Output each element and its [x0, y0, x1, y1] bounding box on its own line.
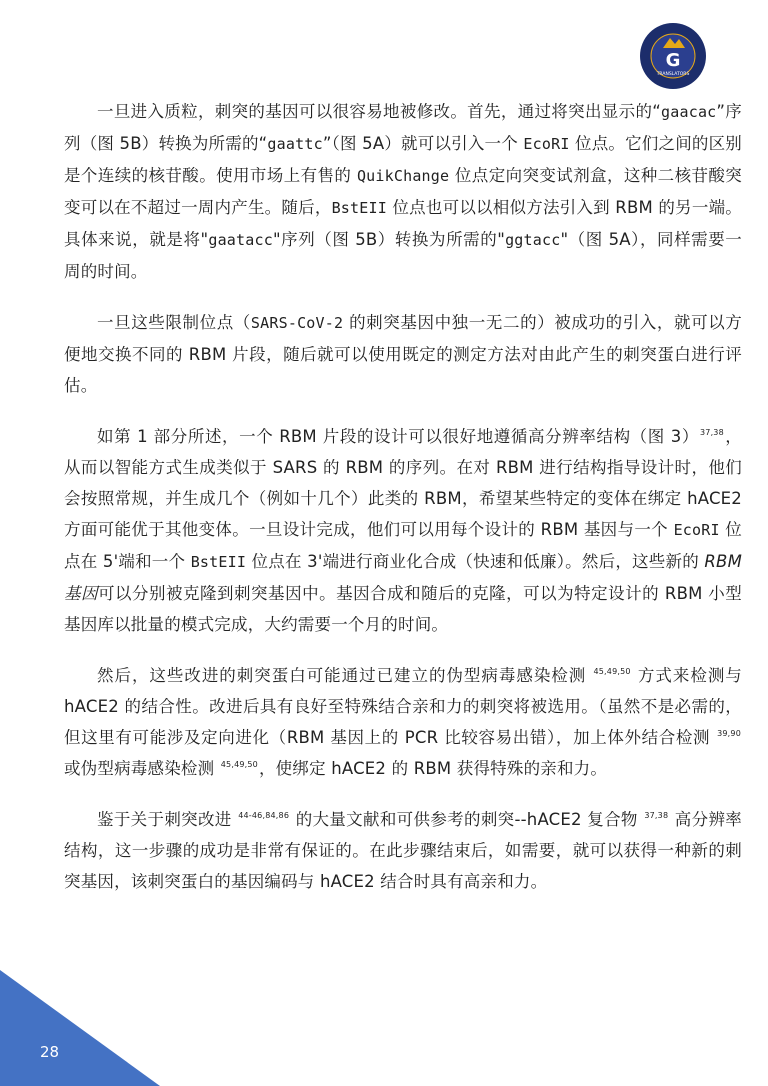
- text-segment: 位点。它们之间的区别是个连续的核苷酸。使用市场上有售的: [64, 134, 742, 185]
- code-term: SARS-CoV-2: [250, 314, 344, 332]
- code-term: BstEII: [190, 553, 247, 571]
- code-term: ggtacc: [505, 231, 561, 249]
- paragraph: [64, 804, 742, 897]
- text-segment: ，使绑定 hACE2 的 RBM 获得特殊的亲和力。: [258, 759, 608, 778]
- text-segment: ”（图 5A）就可以引入一个: [322, 134, 524, 153]
- translators-logo: [639, 22, 707, 90]
- text-segment: 位点在 3'端进行商业化合成（快速和低廉）。然后，这些新的: [246, 552, 705, 571]
- citation-superscript: 45,49,50: [220, 760, 258, 769]
- text-segment: ”序列（图 5B）转换为所需的“: [64, 102, 742, 153]
- text-segment: 位点定向突变试剂盒，这种二核苷酸突变可以在不超过一周内产生。随后，: [64, 166, 742, 217]
- citation-superscript: 44-46,84,86: [238, 811, 290, 820]
- text-segment: 鉴于关于刺突改进: [97, 810, 238, 829]
- text-segment: "（图 5A），同样需要一周的时间。: [64, 230, 742, 281]
- code-term: EcoRI: [523, 135, 570, 153]
- code-term: QuikChange: [356, 167, 450, 185]
- text-segment: 可以分别被克隆到刺突基因中。基因合成和随后的克隆，可以为特定设计的 RBM 小型基因库以批量的模式完成，大约需要一个月的时间。: [64, 584, 742, 634]
- document-body: [64, 96, 742, 917]
- text-segment: 的刺突基因中独一无二的）被成功的引入，就可以方便地交换不同的 RBM 片段，随后就可以使用既定的测定方法对由此产生的刺突蛋白进行评估。: [64, 313, 742, 395]
- text-segment: 的大量文献和可供参考的刺突--hACE2 复合物: [290, 810, 644, 829]
- corner-triangle-decoration: [0, 970, 160, 1086]
- paragraph: [64, 307, 742, 401]
- code-term: EcoRI: [673, 521, 720, 539]
- code-term: gaacac: [661, 103, 717, 121]
- code-term: BstEII: [331, 199, 387, 217]
- text-segment: 方式来检测与 hACE2 的结合性。改进后具有良好至特殊结合亲和力的刺突将被选用。（虽然不是必需的，但这里有可能涉及定向进化（RBM 基因上的 PCR 比较容易出错），加上体外结合检测: [64, 666, 742, 747]
- citation-superscript: 39,90: [717, 729, 741, 738]
- text-segment: 然后，这些改进的刺突蛋白可能通过已建立的伪型病毒感染检测: [97, 666, 593, 685]
- text-segment: 高分辨率结构，这一步骤的成功是非常有保证的。在此步骤结束后，如需要，就可以获得一种新的刺突基因，该刺突蛋白的基因编码与 hACE2 结合时具有高亲和力。: [64, 810, 742, 891]
- text-segment: 位点在 5'端和一个: [64, 520, 742, 571]
- italic-term: RBM 基因: [64, 552, 743, 603]
- paragraph: [64, 96, 742, 287]
- code-term: gaatacc: [208, 231, 273, 249]
- text-segment: 如第 1 部分所述，一个 RBM 片段的设计可以很好地遵循高分辨率结构（图 3）: [97, 427, 699, 446]
- citation-superscript: 37,38: [644, 811, 669, 820]
- citation-superscript: 37,38: [699, 428, 724, 437]
- text-segment: 位点也可以以相似方法引入到 RBM 的另一端。具体来说，就是将": [64, 198, 742, 249]
- text-segment: 一旦进入质粒，刺突的基因可以很容易地被修改。首先，通过将突出显示的“: [97, 102, 662, 121]
- logo-letter: G: [665, 50, 681, 71]
- page-number: 28: [40, 1043, 60, 1061]
- code-term: gaattc: [267, 135, 323, 153]
- text-segment: 或伪型病毒感染检测: [64, 759, 220, 778]
- logo-wordmark: TRANSLATORS: [656, 72, 690, 77]
- paragraph: [64, 660, 742, 784]
- citation-superscript: 45,49,50: [593, 667, 631, 676]
- text-segment: ，从而以智能方式生成类似于 SARS 的 RBM 的序列。在对 RBM 进行结构指导设计时，他们会按照常规，并生成几个（例如十几个）此类的 RBM，希望某些特定的变体在绑定 hACE2 方面可能优于其他变体。一旦设计完成，他们可以用每个设计的 RBM 基因与一个: [64, 427, 743, 539]
- text-segment: 一旦这些限制位点（: [97, 313, 251, 332]
- paragraph: [64, 421, 742, 640]
- text-segment: "序列（图 5B）转换为所需的": [272, 230, 506, 249]
